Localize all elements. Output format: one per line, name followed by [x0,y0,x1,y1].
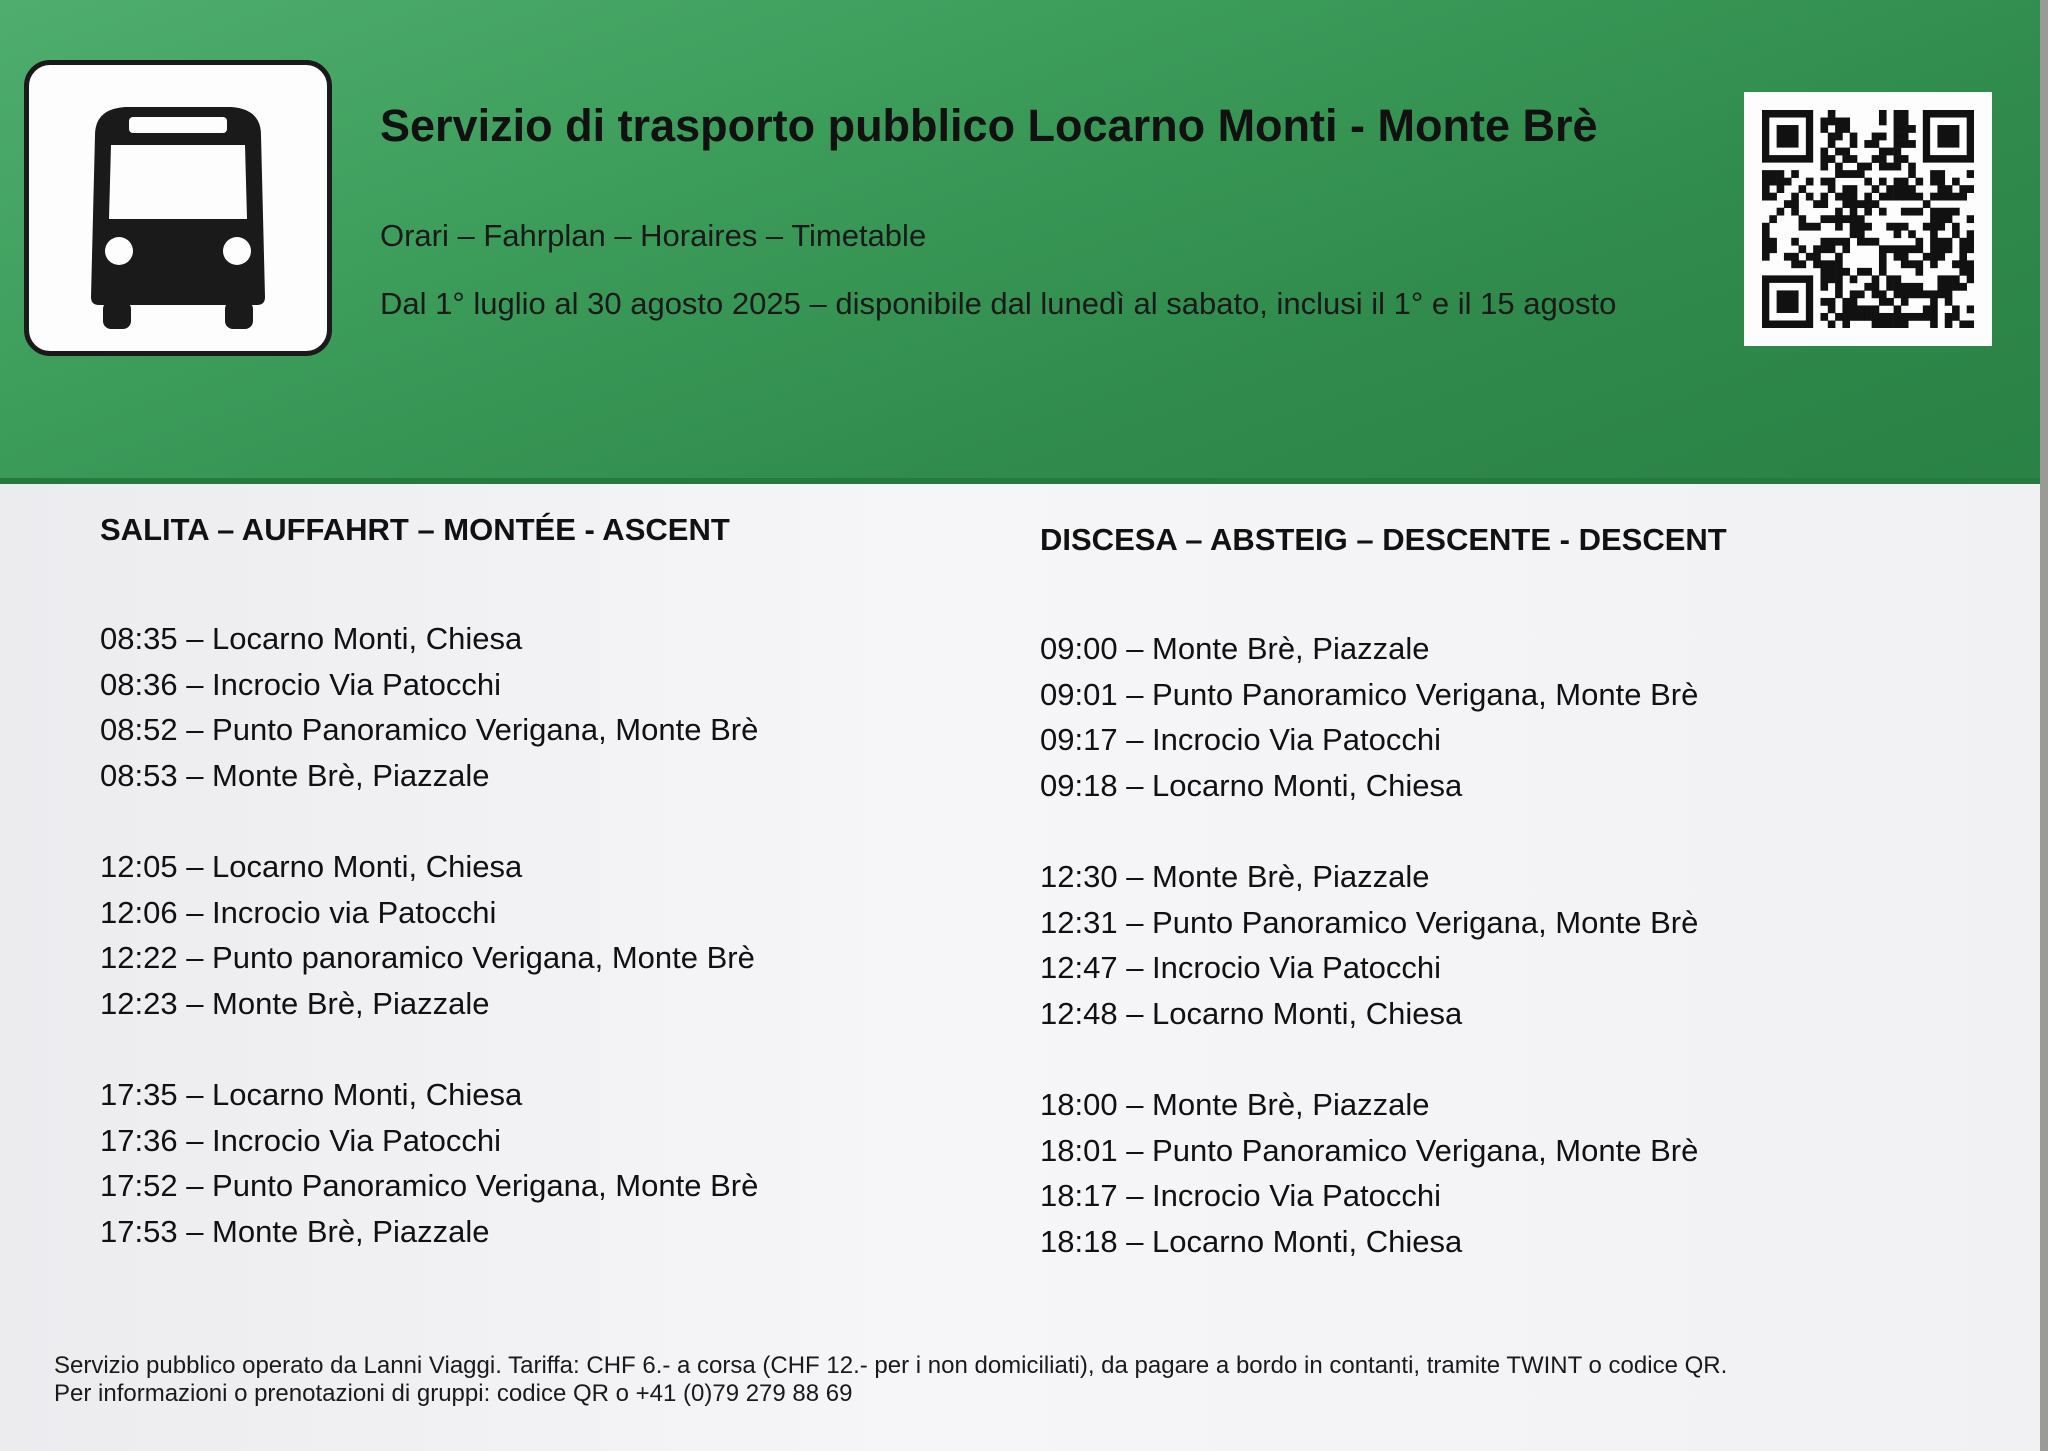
schedule-row: 09:17 – Incrocio Via Patocchi [1040,722,1441,757]
schedule-row: 12:48 – Locarno Monti, Chiesa [1040,995,1463,1031]
schedule-row: 18:01 – Punto Panoramico Verigana, Monte Brè [1040,1132,1699,1168]
header-banner [0,0,2040,484]
schedule-row: 08:35 – Locarno Monti, Chiesa [100,621,523,656]
schedule-row: 18:17 – Incrocio Via Patocchi [1040,1178,1441,1213]
schedule-row: 12:05 – Locarno Monti, Chiesa [100,849,523,884]
descent-heading: DISCESA – ABSTEIG – DESCENTE - DESCENT [1040,522,1727,557]
schedule-row: 12:06 – Incrocio via Patocchi [100,894,497,930]
schedule-row: 09:00 – Monte Brè, Piazzale [1040,631,1430,666]
footer-contact-line: Per informazioni o prenotazioni di gruppi: codice QR o +41 (0)79 279 88 69 [54,1380,853,1407]
schedule-row: 09:18 – Locarno Monti, Chiesa [1040,767,1463,803]
schedule-row: 17:52 – Punto Panoramico Verigana, Monte Brè [100,1168,759,1203]
bus-icon-box [24,60,332,356]
ascent-group-2 [100,844,758,1026]
descent-group-3 [1040,1082,1727,1264]
schedule-row: 12:30 – Monte Brè, Piazzale [1040,859,1430,894]
schedule-row: 12:47 – Incrocio Via Patocchi [1040,950,1441,985]
page-title: Servizio di trasporto pubblico Locarno Monti - Monte Brè [380,100,1598,151]
qr-code-box[interactable] [1744,92,1992,346]
schedule-row: 12:23 – Monte Brè, Piazzale [100,985,490,1021]
schedule-row: 17:53 – Monte Brè, Piazzale [100,1213,490,1249]
schedule-row: 08:52 – Punto Panoramico Verigana, Monte Brè [100,712,759,747]
ascent-column [100,512,758,1300]
descent-group-1 [1040,626,1727,808]
footer-fare-line: Servizio pubblico operato da Lanni Viaggi. Tariffa: CHF 6.- a corsa (CHF 12.- per i non domiciliati), da pagare a bordo in contanti, tramite TWINT o codice QR. [54,1352,1728,1379]
schedule-row: 08:36 – Incrocio Via Patocchi [100,666,501,702]
schedule-row: 17:36 – Incrocio Via Patocchi [100,1122,501,1158]
schedule-row: 09:01 – Punto Panoramico Verigana, Monte Brè [1040,676,1699,712]
descent-column [1040,522,1727,1310]
schedule-row: 17:35 – Locarno Monti, Chiesa [100,1077,523,1112]
validity-dates: Dal 1° luglio al 30 agosto 2025 – disponibile dal lunedì al sabato, inclusi il 1° e il 15 agosto [380,286,1617,321]
schedule-row: 18:18 – Locarno Monti, Chiesa [1040,1223,1463,1259]
ascent-group-3 [100,1072,758,1254]
ascent-group-1 [100,616,758,798]
footer-info [54,1352,1727,1408]
ascent-heading: SALITA – AUFFAHRT – MONTÉE - ASCENT [100,512,730,547]
descent-group-2 [1040,854,1727,1036]
schedule-row: 12:31 – Punto Panoramico Verigana, Monte Brè [1040,904,1699,940]
schedule-row: 18:00 – Monte Brè, Piazzale [1040,1087,1430,1122]
bus-icon [29,65,327,351]
schedule-row: 08:53 – Monte Brè, Piazzale [100,757,490,793]
timetable-subtitle: Orari – Fahrplan – Horaires – Timetable [380,218,927,253]
qr-code-icon [1762,110,1974,328]
schedule-row: 12:22 – Punto panoramico Verigana, Monte Brè [100,940,755,975]
